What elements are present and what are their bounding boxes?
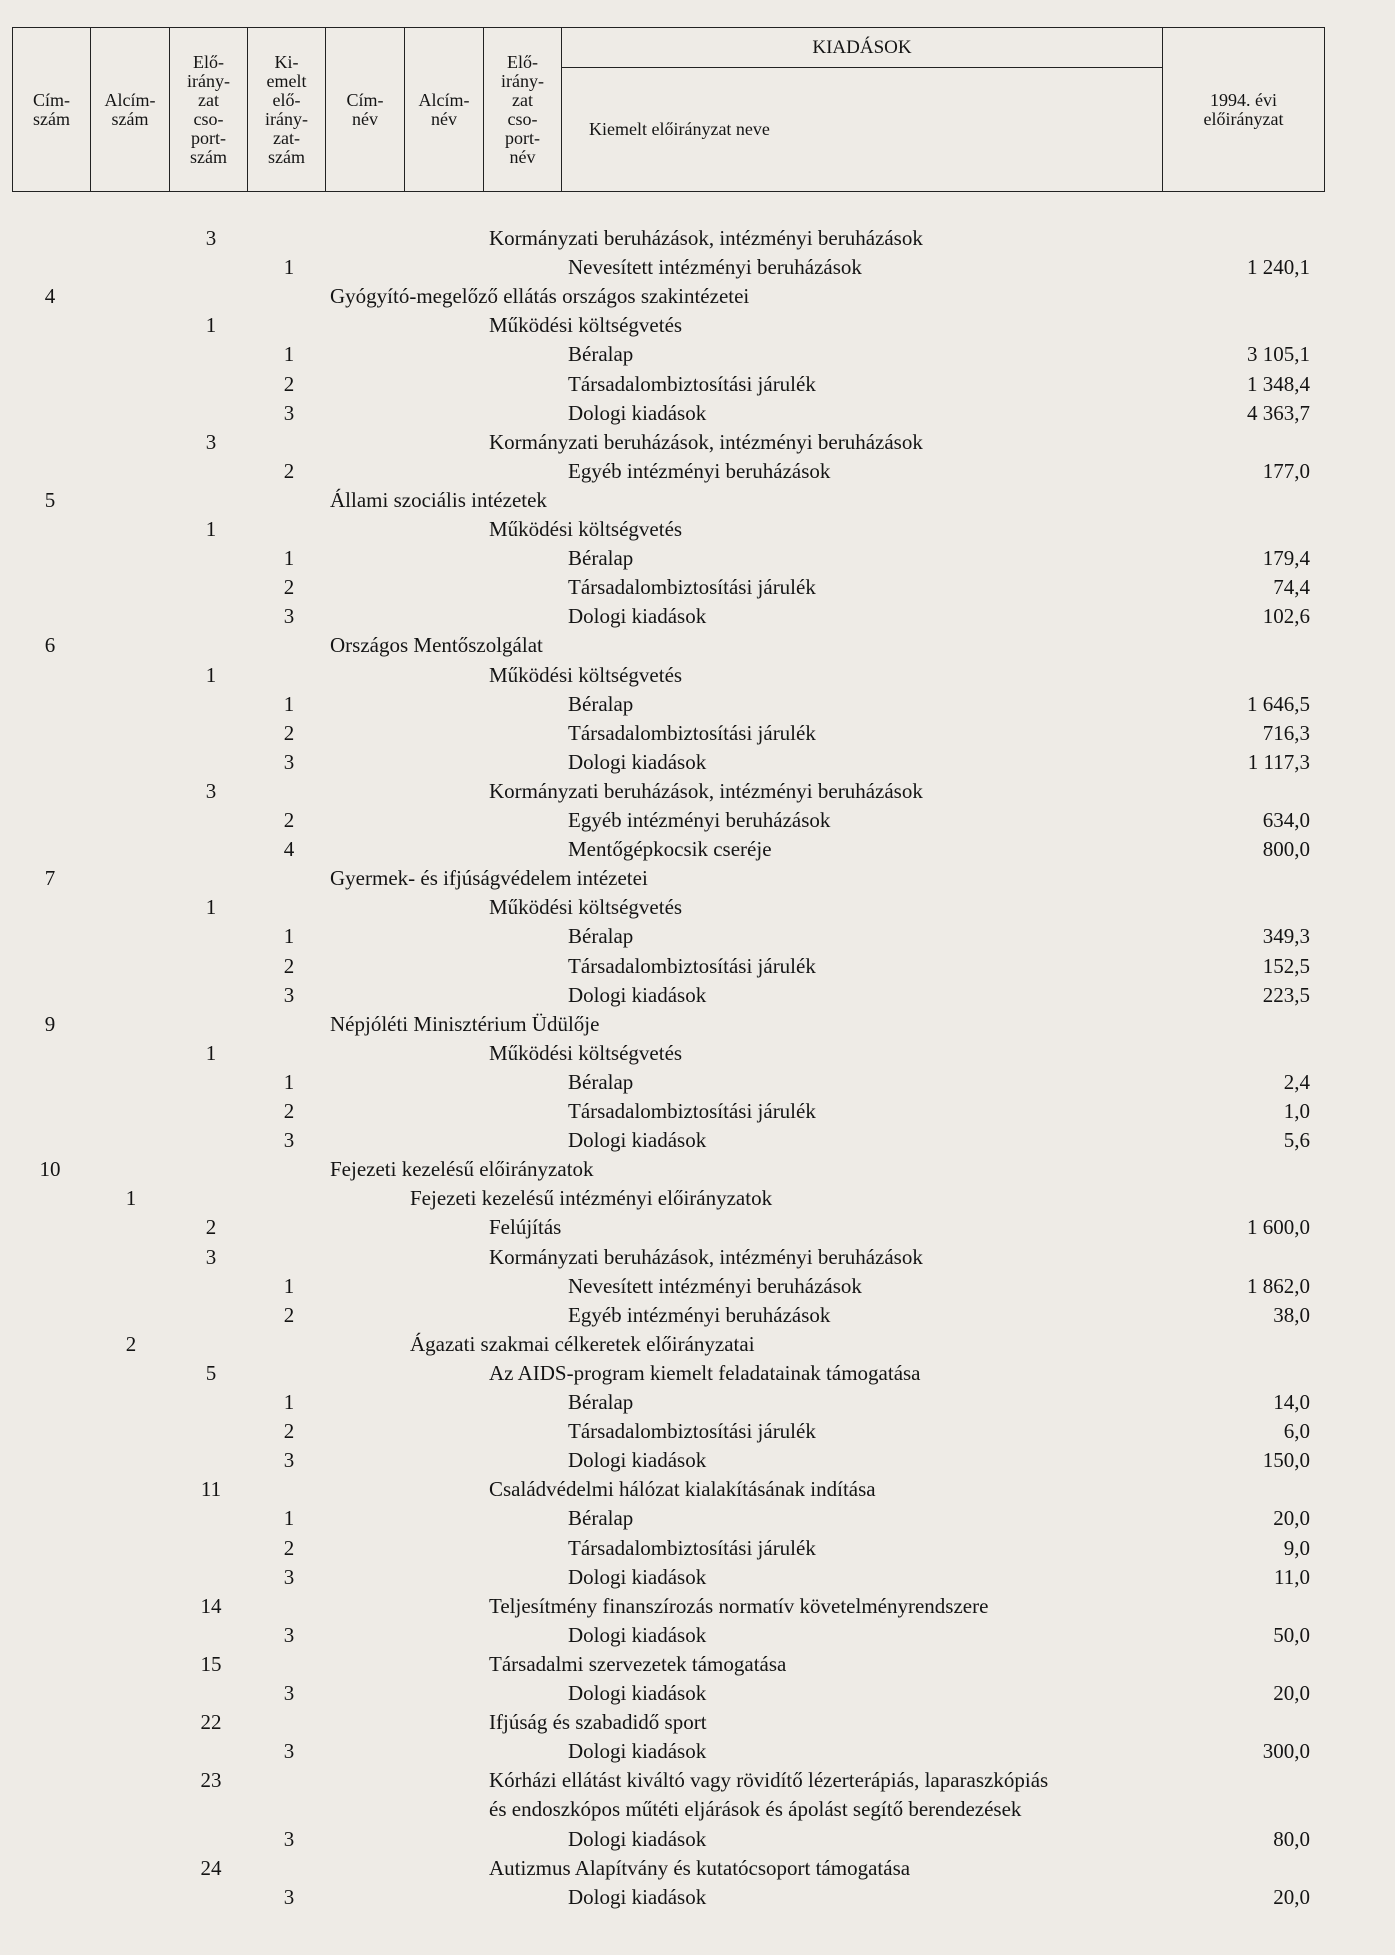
row-label: Kormányzati beruházások, intézményi beruházások — [489, 226, 923, 250]
row-label: Béralap — [568, 1069, 634, 1094]
row-value: 102,6 — [1262, 604, 1310, 629]
row-label: Kormányzati beruházások, intézményi beruházások — [489, 1244, 923, 1269]
row-code: 2 — [205, 1215, 217, 1240]
row-value: 3 105,1 — [1247, 342, 1310, 367]
row-value: 349,3 — [1262, 924, 1310, 949]
row-value: 1 117,3 — [1247, 749, 1310, 774]
row-label: Egyéb intézményi beruházások — [568, 808, 831, 832]
row-label: Társadalombiztosítási járulék — [568, 1419, 816, 1444]
row-label: Társadalombiztosítási járulék — [568, 575, 816, 600]
row-code: 24 — [200, 1855, 222, 1880]
row-label: Dologi kiadások — [568, 400, 707, 425]
row-code: 2 — [283, 575, 295, 600]
row-value: 1 240,1 — [1247, 255, 1310, 280]
row-label: Dologi kiadások — [568, 1739, 707, 1764]
row-label: Dologi kiadások — [568, 1681, 707, 1705]
row-value: 38,0 — [1273, 1302, 1310, 1327]
row-code: 3 — [283, 982, 295, 1007]
table-row — [0, 1737, 1310, 1766]
row-value: 4 363,7 — [1247, 400, 1310, 425]
table-row — [0, 1621, 1310, 1650]
row-code: 2 — [125, 1331, 137, 1356]
row-label: Dologi kiadások — [568, 1564, 707, 1589]
row-label: Teljesítmény finanszírozás normatív követelményrendszere — [489, 1593, 989, 1618]
table-row — [0, 1301, 1310, 1330]
table-row — [0, 748, 1310, 777]
row-code: 10 — [39, 1157, 61, 1182]
table-row — [0, 719, 1310, 748]
row-label: Társadalmi szervezetek támogatása — [489, 1651, 787, 1676]
row-label: Béralap — [568, 342, 634, 367]
row-code: 1 — [205, 662, 217, 687]
row-value: 152,5 — [1262, 953, 1310, 978]
row-code: 1 — [205, 517, 217, 541]
row-label: Béralap — [568, 1506, 634, 1531]
row-label: Felújítás — [489, 1215, 562, 1240]
row-label: Dologi kiadások — [568, 1622, 707, 1647]
row-value: 20,0 — [1273, 1884, 1310, 1909]
row-code: 2 — [283, 720, 295, 745]
row-label: Az AIDS-program kiemelt feladatainak támogatása — [489, 1360, 921, 1385]
table-row — [0, 1272, 1310, 1301]
row-code: 3 — [283, 1448, 295, 1473]
row-code: 2 — [283, 1419, 295, 1444]
row-label: Társadalombiztosítási járulék — [568, 371, 816, 396]
row-label: Dologi kiadások — [568, 1128, 707, 1153]
row-code: 1 — [205, 313, 217, 338]
row-label: Dologi kiadások — [568, 1826, 707, 1851]
row-code: 1 — [283, 1390, 295, 1414]
row-code: 5 — [205, 1360, 217, 1385]
row-code: 22 — [200, 1710, 222, 1735]
table-row — [0, 1563, 1310, 1592]
row-label: Ifjúság és szabadidő sport — [489, 1710, 707, 1735]
table-row — [0, 1417, 1310, 1446]
table-row — [0, 1650, 1310, 1679]
table-row — [0, 690, 1310, 719]
table-row — [0, 864, 1310, 893]
row-code: 2 — [283, 1535, 295, 1560]
row-value: 1 646,5 — [1247, 691, 1310, 716]
row-code: 3 — [283, 1739, 295, 1764]
row-value: 1 862,0 — [1247, 1273, 1310, 1298]
row-label: Dologi kiadások — [568, 1448, 707, 1473]
row-label: Kormányzati beruházások, intézményi beruházások — [489, 429, 923, 454]
table-row — [0, 1446, 1310, 1475]
row-label: Ágazati szakmai célkeretek előirányzatai — [410, 1331, 755, 1356]
row-value: 20,0 — [1273, 1506, 1310, 1531]
table-row — [0, 1010, 1310, 1039]
row-value: 300,0 — [1262, 1739, 1310, 1764]
row-code: 3 — [283, 604, 295, 629]
row-label: Dologi kiadások — [568, 982, 707, 1007]
row-code: 3 — [205, 1244, 217, 1269]
row-code: 7 — [44, 866, 56, 891]
row-code: 2 — [283, 953, 295, 978]
table-row — [0, 1068, 1310, 1097]
table-row — [0, 777, 1310, 806]
row-value: 14,0 — [1273, 1390, 1310, 1414]
table-row — [0, 573, 1310, 602]
row-label: Mentőgépkocsik cseréje — [568, 837, 772, 862]
header-cimnev: Cím- név — [326, 28, 405, 192]
row-code: 1 — [283, 1506, 295, 1531]
row-code: 3 — [283, 1681, 295, 1705]
row-code: 1 — [125, 1186, 137, 1211]
row-label: Fejezeti kezelésű előirányzatok — [330, 1157, 594, 1182]
row-code: 23 — [200, 1768, 222, 1793]
row-label: Egyéb intézményi beruházások — [568, 458, 831, 483]
row-label: Állami szociális intézetek — [330, 487, 547, 512]
table-row — [0, 1155, 1310, 1184]
table-row — [0, 457, 1310, 486]
row-value: 50,0 — [1273, 1622, 1310, 1647]
table-row — [0, 224, 1310, 253]
row-value: 5,6 — [1283, 1128, 1310, 1153]
table-row — [0, 893, 1310, 922]
table-row — [0, 515, 1310, 544]
row-label: Nevesített intézményi beruházások — [568, 255, 862, 280]
table-row — [0, 806, 1310, 835]
row-value: 11,0 — [1274, 1564, 1310, 1589]
row-value: 80,0 — [1273, 1826, 1310, 1851]
table-row — [0, 1126, 1310, 1155]
row-label: Országos Mentőszolgálat — [330, 633, 543, 658]
table-row — [0, 1825, 1310, 1854]
row-value: 150,0 — [1262, 1448, 1310, 1473]
table-row — [0, 835, 1310, 864]
row-code: 1 — [205, 1040, 217, 1065]
table-row — [0, 1504, 1310, 1533]
row-value: 179,4 — [1262, 546, 1310, 571]
row-label: Társadalombiztosítási járulék — [568, 1535, 816, 1560]
row-label: Népjóléti Minisztérium Üdülője — [330, 1011, 600, 1036]
header-table — [12, 27, 1325, 192]
row-label: Társadalombiztosítási járulék — [568, 720, 816, 745]
row-value: 74,4 — [1273, 575, 1310, 600]
row-code: 1 — [283, 1069, 295, 1094]
header-alcimszam: Alcím- szám — [91, 28, 170, 192]
table-row — [0, 1475, 1310, 1504]
table-row — [0, 486, 1310, 515]
row-label: Működési költségvetés — [489, 895, 683, 920]
row-code: 2 — [283, 808, 295, 832]
row-code: 1 — [283, 691, 295, 716]
row-label: Dologi kiadások — [568, 1884, 707, 1909]
table-row — [0, 661, 1310, 690]
table-row — [0, 1534, 1310, 1563]
row-code: 2 — [283, 1099, 295, 1123]
row-value: 800,0 — [1262, 837, 1310, 862]
row-label: Társadalombiztosítási járulék — [568, 1099, 816, 1123]
row-code: 1 — [283, 342, 295, 367]
row-code: 14 — [200, 1593, 222, 1618]
table-row — [0, 1854, 1310, 1883]
row-value: 20,0 — [1273, 1681, 1310, 1705]
table-row — [0, 631, 1310, 660]
row-value: 2,4 — [1283, 1069, 1310, 1094]
table-row — [0, 1039, 1310, 1068]
row-label: Egyéb intézményi beruházások — [568, 1302, 831, 1327]
row-code: 1 — [283, 255, 295, 280]
row-label: és endoszkópos műtéti eljárások és ápolást segítő berendezések — [489, 1797, 1022, 1822]
table-row — [0, 311, 1310, 340]
row-code: 2 — [283, 458, 295, 483]
row-label: Béralap — [568, 924, 634, 949]
table-row — [0, 1388, 1310, 1417]
row-value: 6,0 — [1283, 1419, 1310, 1444]
row-value: 1,0 — [1283, 1099, 1310, 1123]
row-code: 6 — [44, 633, 56, 658]
row-label: Gyógyító-megelőző ellátás országos szakintézetei — [330, 284, 750, 309]
row-code: 4 — [44, 284, 56, 309]
row-code: 2 — [283, 371, 295, 396]
row-code: 3 — [205, 429, 217, 454]
row-label: Társadalombiztosítási járulék — [568, 953, 816, 978]
header-eloiranyzat-csoport-szam: Elő- irány- zat cso- port- szám — [170, 28, 248, 192]
row-label: Kormányzati beruházások, intézményi beruházások — [489, 778, 923, 803]
row-label: Béralap — [568, 1390, 634, 1414]
table-row — [0, 340, 1310, 369]
row-value: 1 348,4 — [1247, 371, 1310, 396]
row-code: 3 — [205, 226, 217, 250]
header-alcimnev: Alcím- név — [405, 28, 484, 192]
row-label: Működési költségvetés — [489, 517, 683, 541]
table-row — [0, 922, 1310, 951]
row-value: 223,5 — [1262, 982, 1310, 1007]
row-label: Családvédelmi hálózat kialakításának indítása — [489, 1477, 876, 1502]
row-value: 634,0 — [1262, 808, 1310, 832]
row-code: 3 — [205, 778, 217, 803]
header-kiemelt-eloiranyzat-szam: Ki- emelt elő- irány- zat- szám — [248, 28, 326, 192]
header-kiadasok: KIADÁSOK — [562, 28, 1163, 68]
row-code: 3 — [283, 1564, 295, 1589]
row-code: 1 — [283, 924, 295, 949]
row-value: 1 600,0 — [1247, 1215, 1310, 1240]
row-code: 11 — [200, 1477, 222, 1502]
row-code: 1 — [283, 1273, 295, 1298]
row-code: 1 — [205, 895, 217, 920]
row-label: Dologi kiadások — [568, 604, 707, 629]
row-value: 177,0 — [1262, 458, 1310, 483]
row-code: 1 — [283, 546, 295, 571]
row-code: 3 — [283, 1622, 295, 1647]
table-row — [0, 253, 1310, 282]
row-label: Nevesített intézményi beruházások — [568, 1273, 862, 1298]
row-code: 3 — [283, 1128, 295, 1153]
table-row — [0, 1766, 1310, 1795]
table-row — [0, 602, 1310, 631]
table-row — [0, 952, 1310, 981]
table-row — [0, 1592, 1310, 1621]
table-row — [0, 1243, 1310, 1272]
table-row — [0, 1883, 1310, 1912]
table-row — [0, 428, 1310, 457]
row-value: 716,3 — [1262, 720, 1310, 745]
table-row — [0, 1184, 1310, 1213]
header-cimszam: Cím- szám — [13, 28, 91, 192]
header-kiemelt-eloiranyzat-neve: Kiemelt előirányzat neve — [562, 68, 1163, 192]
row-label: Működési költségvetés — [489, 313, 683, 338]
table-row — [0, 282, 1310, 311]
table-row — [0, 1213, 1310, 1242]
row-label: Fejezeti kezelésű intézményi előirányzatok — [410, 1186, 773, 1211]
row-label: Kórházi ellátást kiváltó vagy rövidítő lézerterápiás, laparaszkópiás — [489, 1768, 1049, 1793]
row-code: 3 — [283, 400, 295, 425]
row-label: Autizmus Alapítvány és kutatócsoport támogatása — [489, 1855, 911, 1880]
table-row — [0, 1097, 1310, 1126]
table-row — [0, 399, 1310, 428]
table-row — [0, 1330, 1310, 1359]
row-label: Működési költségvetés — [489, 662, 683, 687]
row-label: Béralap — [568, 691, 634, 716]
row-code: 2 — [283, 1302, 295, 1327]
row-code: 3 — [283, 749, 295, 774]
row-label: Működési költségvetés — [489, 1040, 683, 1065]
table-row — [0, 370, 1310, 399]
row-code: 9 — [44, 1011, 56, 1036]
row-value: 9,0 — [1283, 1535, 1310, 1560]
table-row — [0, 1795, 1310, 1824]
row-code: 3 — [283, 1826, 295, 1851]
table-row — [0, 981, 1310, 1010]
row-code: 15 — [200, 1651, 222, 1676]
row-label: Béralap — [568, 546, 634, 571]
table-row — [0, 1708, 1310, 1737]
row-code: 3 — [283, 1884, 295, 1909]
header-1994-eloiranyzat: 1994. évi előirányzat — [1163, 28, 1325, 192]
table-row — [0, 1359, 1310, 1388]
row-label: Gyermek- és ifjúságvédelem intézetei — [330, 866, 648, 891]
row-code: 4 — [283, 837, 295, 862]
header-eloiranyzat-csoport-nev: Elő- irány- zat cso- port- név — [484, 28, 562, 192]
row-label: Dologi kiadások — [568, 749, 707, 774]
table-row — [0, 544, 1310, 573]
table-row — [0, 1679, 1310, 1708]
row-code: 5 — [44, 487, 56, 512]
